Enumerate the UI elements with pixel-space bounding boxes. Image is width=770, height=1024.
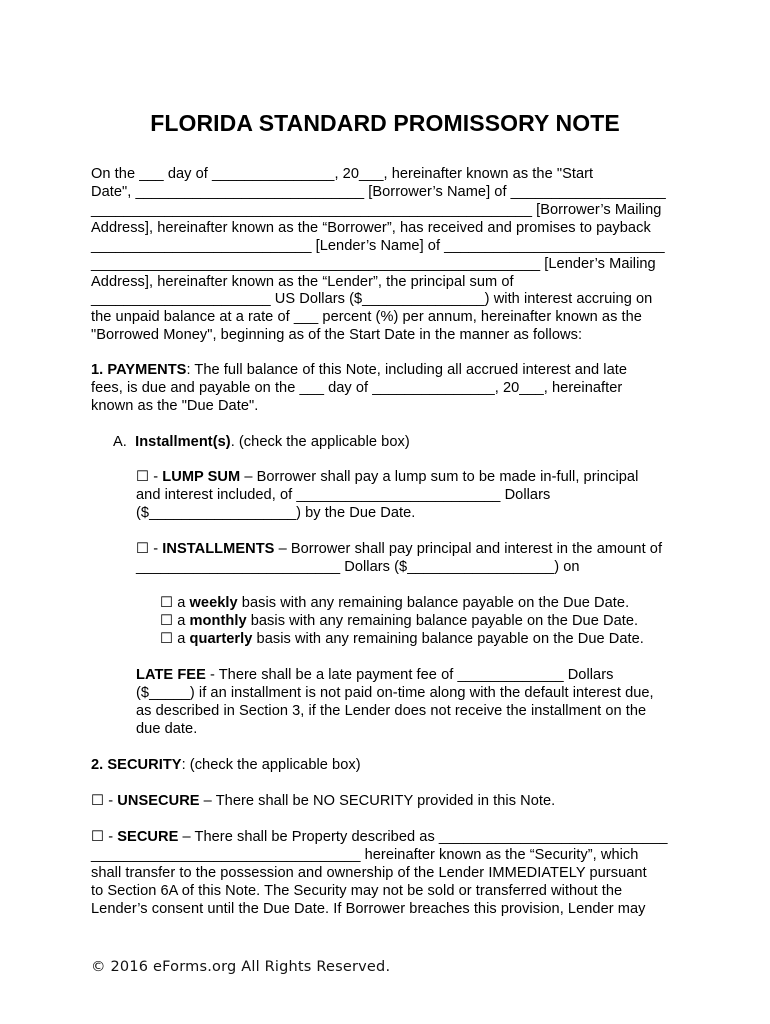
late-fee-section [136,666,613,684]
secure-checkbox[interactable]: ☐ - [91,829,118,845]
frequency-monthly[interactable] [160,612,638,630]
payments-heading: 1. PAYMENTS [91,362,187,378]
installments-text: – Borrower shall pay principal and interest in the amount of [274,541,663,557]
late-fee-line: as described in Section 3, if the Lender does not receive the installment on the [136,703,647,719]
secure-line: _________________________________ hereinafter known as the “Security”, which [91,847,639,863]
lump-sum-label: LUMP SUM [162,469,241,485]
intro-line: Address], hereinafter known as the “Borrower”, has received and promises to payback [91,220,651,236]
late-fee-line: ($_____) if an installment is not paid on-time along with the default interest due, [136,685,654,701]
security-heading: 2. SECURITY [91,757,182,773]
intro-line: Date", ____________________________ [Borrower’s Name] of ___________________ [91,184,666,200]
lump-sum-checkbox[interactable]: ☐ - [136,469,163,485]
installments-line: _________________________ Dollars ($__________________) on [136,559,580,575]
secure-text: – There shall be Property described as ____________________________ [178,829,668,845]
secure-label: SECURE [117,829,179,845]
intro-line: _______________________________________________________ [Lender’s Mailing [91,256,656,272]
secure-option[interactable] [91,828,668,846]
intro-line: "Borrowed Money", beginning as of the Start Date in the manner as follows: [91,327,583,343]
weekly-text: basis with any remaining balance payable on the Due Date. [237,595,630,611]
unsecure-option[interactable] [91,792,555,810]
lump-sum-option[interactable] [136,468,638,486]
quarterly-checkbox[interactable]: ☐ a [160,631,190,647]
late-fee-label: LATE FEE [136,667,206,683]
quarterly-label: quarterly [189,631,253,647]
installments-checkbox[interactable]: ☐ - [136,541,163,557]
payments-section [91,361,627,379]
late-fee-text: - There shall be a late payment fee of _____________ Dollars [205,667,614,683]
lump-sum-line: ($__________________) by the Due Date. [136,505,416,521]
copyright-footer: © 2016 eForms.org All Rights Reserved. [91,959,391,975]
unsecure-label: UNSECURE [117,793,200,809]
lump-sum-line: and interest included, of _________________________ Dollars [136,487,551,503]
late-fee-line: due date. [136,721,198,737]
secure-line: shall transfer to the possession and ownership of the Lender IMMEDIATELY pursuant [91,865,647,881]
quarterly-text: basis with any remaining balance payable on the Due Date. [252,631,644,647]
weekly-checkbox[interactable]: ☐ a [160,595,190,611]
document-title: FLORIDA STANDARD PROMISSORY NOTE [150,110,620,136]
secure-line: to Section 6A of this Note. The Security may not be sold or transferred without the [91,883,623,899]
installments-heading-line [113,433,410,451]
intro-line: ______________________________________________________ [Borrower’s Mailing [91,202,662,218]
unsecure-text: – There shall be NO SECURITY provided in this Note. [199,793,556,809]
installments-option[interactable] [136,540,662,558]
monthly-label: monthly [189,613,247,629]
installments-heading: Installment(s) [135,434,231,450]
intro-line: ___________________________ [Lender’s Name] of ___________________________ [91,238,665,254]
payments-text: : The full balance of this Note, including all accrued interest and late [186,362,628,378]
intro-line: On the ___ day of _______________, 20___, hereinafter known as the "Start [91,166,594,182]
monthly-checkbox[interactable]: ☐ a [160,613,190,629]
installments-label: INSTALLMENTS [162,541,275,557]
list-marker: A. [113,434,127,450]
security-section [91,756,361,774]
intro-line: the unpaid balance at a rate of ___ percent (%) per annum, hereinafter known as the [91,309,642,325]
installments-instruction: . (check the applicable box) [230,434,410,450]
unsecure-checkbox[interactable]: ☐ - [91,793,118,809]
payments-line: fees, is due and payable on the ___ day of _______________, 20___, hereinafter [91,380,623,396]
intro-line: ______________________ US Dollars ($_______________) with interest accruing on [91,291,653,307]
weekly-label: weekly [189,595,238,611]
monthly-text: basis with any remaining balance payable on the Due Date. [246,613,639,629]
payments-line: known as the "Due Date". [91,398,259,414]
frequency-quarterly[interactable] [160,630,644,648]
intro-line: Address], hereinafter known as the “Lender”, the principal sum of [91,274,514,290]
lump-sum-text: – Borrower shall pay a lump sum to be made in-full, principal [240,469,639,485]
secure-line: Lender’s consent until the Due Date. If Borrower breaches this provision, Lender may [91,901,646,917]
frequency-weekly[interactable] [160,594,629,612]
security-instruction: : (check the applicable box) [181,757,361,773]
